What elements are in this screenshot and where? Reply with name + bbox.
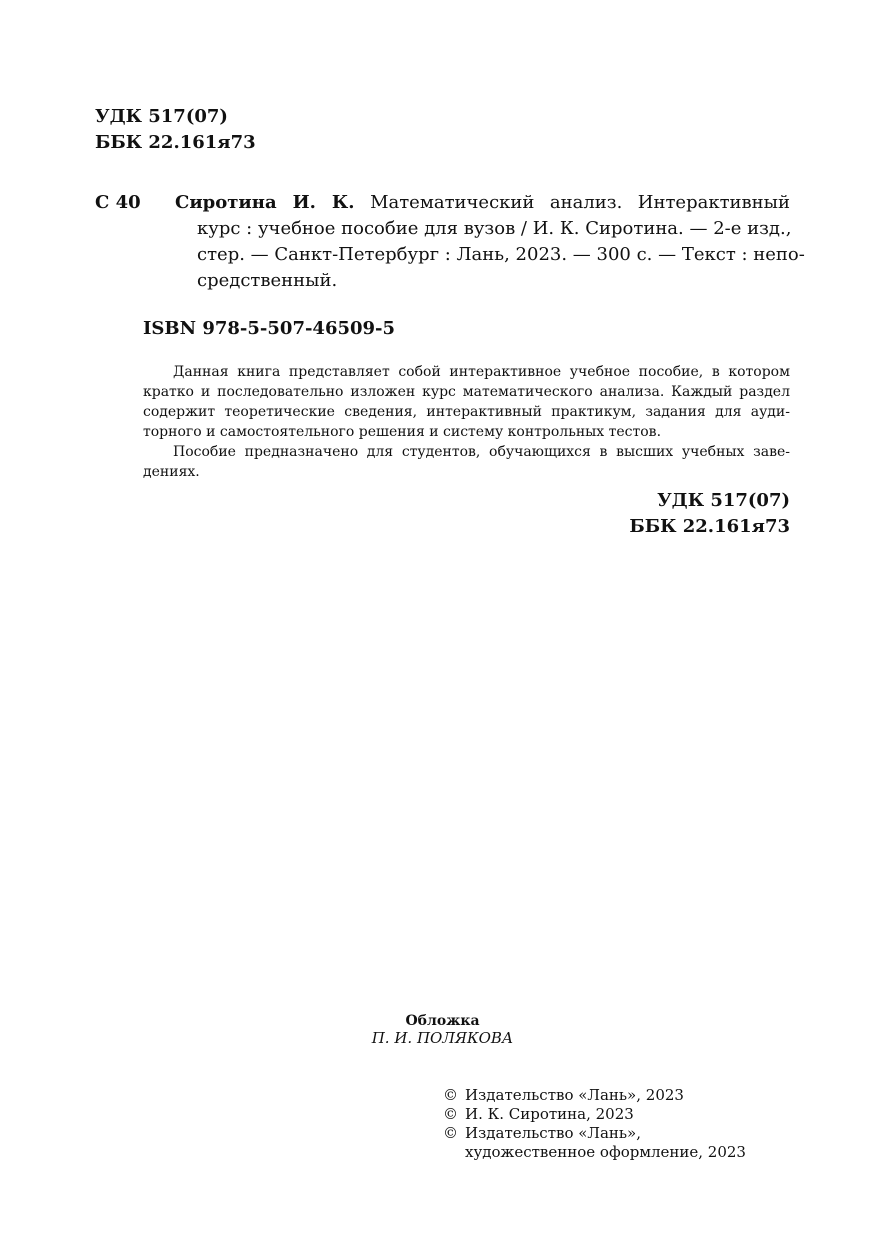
annotation	[143, 362, 790, 482]
bibliographic-line-4: средственный.	[197, 270, 338, 291]
cover-artist: П. И. ПОЛЯКОВА	[371, 1029, 514, 1047]
copyright-icon: ©	[443, 1124, 458, 1142]
annotation-line: кратко и последовательно изложен курс математического анализа. Каждый раздел	[143, 384, 790, 400]
bbk-code: ББК 22.161я73	[95, 132, 256, 153]
copyright-text: И. К. Сиротина, 2023	[465, 1105, 634, 1123]
book-title: Математический анализ. Интерактивный	[370, 192, 790, 213]
cover-label: Обложка	[405, 1013, 480, 1029]
bibliographic-line-3: стер. — Санкт-Петербург : Лань, 2023. — 300 с. — Текст : непо-	[197, 244, 805, 265]
copyright-text: художественное оформление, 2023	[465, 1143, 746, 1161]
udk-code: УДК 517(07)	[657, 490, 790, 511]
author-name: Сиротина И. К.	[175, 192, 355, 213]
copyright-text: Издательство «Лань»,	[465, 1124, 642, 1142]
bbk-code: ББК 22.161я73	[629, 516, 790, 537]
copyright-icon: ©	[443, 1086, 458, 1104]
classification-block-top	[95, 104, 256, 156]
annotation-line: Пособие предназначено для студентов, обучающихся в высших учебных заве-	[173, 444, 790, 460]
annotation-line: содержит теоретические сведения, интерактивный практикум, задания для ауди-	[143, 404, 790, 420]
annotation-line: торного и самостоятельного решения и систему контрольных тестов.	[143, 424, 662, 440]
udk-code: УДК 517(07)	[95, 106, 228, 127]
bibliographic-record	[175, 190, 805, 294]
bibliographic-line-2: курс : учебное пособие для вузов / И. К. Сиротина. — 2-е изд.,	[197, 218, 792, 239]
bibliographic-line-1	[175, 190, 790, 216]
copyright-icon: ©	[443, 1105, 458, 1123]
annotation-line: Данная книга представляет собой интерактивное учебное пособие, в котором	[173, 364, 790, 380]
isbn: ISBN 978-5-507-46509-5	[143, 318, 396, 339]
annotation-line: дениях.	[143, 464, 200, 480]
classification-block-bottom	[629, 488, 790, 540]
author-mark: С 40	[95, 192, 141, 213]
copyright-text: Издательство «Лань», 2023	[465, 1086, 684, 1104]
